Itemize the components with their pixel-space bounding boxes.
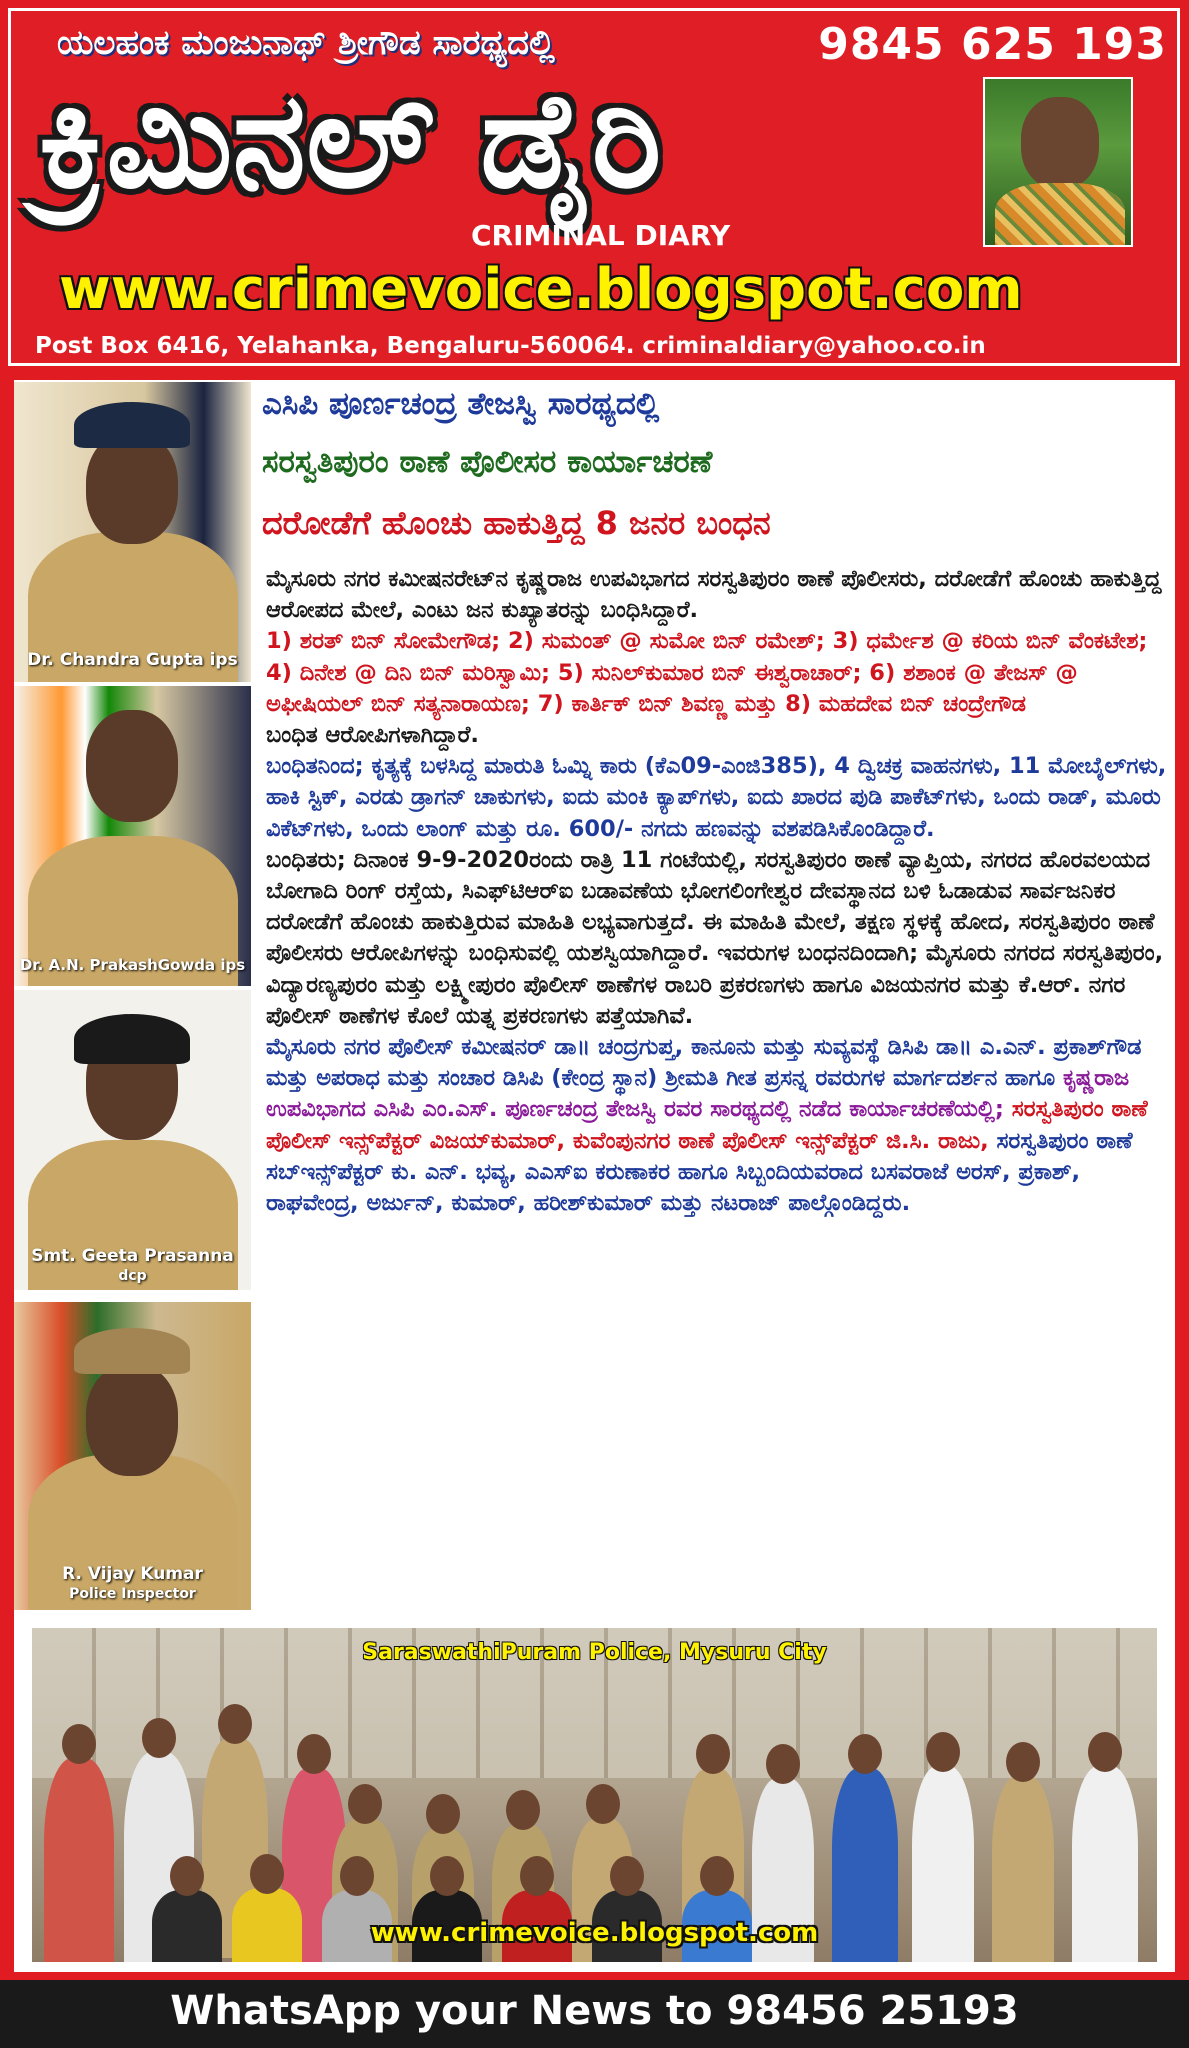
headline-1: ಎಸಿಪಿ ಪೂರ್ಣಚಂದ್ರ ತೇಜಸ್ವಿ ಸಾರಥ್ಯದಲ್ಲಿ <box>262 386 660 422</box>
masthead-title: ಕ್ರಿಮಿನಲ್ ಡೈರಿ <box>39 64 662 218</box>
tagline: ಯಲಹಂಕ ಮಂಜುನಾಥ್ ಶ್ರೀಗೌಡ ಸಾರಥ್ಯದಲ್ಲಿ <box>57 23 555 63</box>
officer-photo-4 <box>14 1302 251 1610</box>
officer-name: Smt. Geeta Prasanna <box>31 1246 234 1266</box>
article-details: ಬಂಧಿತರು; ದಿನಾಂಕ 9-9-2020ರಂದು ರಾತ್ರಿ 11 ಗಂಟೆಯಲ್ಲಿ, ಸರಸ್ವತಿಪುರಂ ಠಾಣೆ ವ್ಯಾಪ್ತಿಯ, ನಗರದ ಹೊರವಲಯದ ಬೋಗಾದಿ ರಿಂಗ್ ರಸ್ತೆಯ, ಸಿಎಫ್‌ಟಿಆರ್‌ಐ ಬಡಾವಣೆಯ ಭೋಗಲಿಂಗೇಶ್ವರ ದೇವಸ್ಥಾನದ ಬಳಿ ಓಡಾಡುವ ಸಾರ್ವಜನಿಕರ ದರೋಡೆಗೆ ಹೊಂಚು ಹಾಕುತ್ತಿರುವ ಮಾಹಿತಿ ಲಭ್ಯವಾಗುತ್ತದೆ. ಈ ಮಾಹಿತಿ ಮೇಲೆ, ತಕ್ಷಣ ಸ್ಥಳಕ್ಕೆ ಹೋದ, ಸರಸ್ವತಿಪುರಂ ಠಾಣೆ ಪೊಲೀಸರು ಆರೋಪಿಗಳನ್ನು ಬಂಧಿಸುವಲ್ಲಿ ಯಶಸ್ವಿಯಾಗಿದ್ದಾರೆ. ಇವರುಗಳ ಬಂಧನದಿಂದಾಗಿ; ಮೈಸೂರು ನಗರದ ಸರಸ್ವತಿಪುರಂ, ವಿದ್ಯಾರಣ್ಯಪುರಂ ಮತ್ತು ಲಕ್ಷ್ಮೀಪುರಂ ಪೊಲೀಸ್ ಠಾಣೆಗಳ ರಾಬರಿ ಪ್ರಕರಣಗಳು ಹಾಗೂ ವಿಜಯನಗರ ಮತ್ತು ಕೆ.ಆರ್. ನಗರ ಪೊಲೀಸ್ ಠಾಣೆಗಳ ಕೊಲೆ ಯತ್ನ ಪ್ರಕರಣಗಳು ಪತ್ತೆಯಾಗಿವೆ. <box>266 846 1164 1029</box>
officer-photo-3 <box>14 990 251 1290</box>
article-body <box>266 564 1171 1219</box>
masthead-address: Post Box 6416, Yelahanka, Bengaluru-560064. criminaldiary@yahoo.co.in <box>35 333 986 359</box>
editor-photo <box>983 77 1133 247</box>
group-photo <box>32 1628 1157 1962</box>
masthead-phone: 9845 625 193 <box>818 19 1167 70</box>
credits-red: ಸರಸ್ವತಿಪುರಂ ಠಾಣೆ ಪೊಲೀಸ್ ಇನ್ಸ್‌ಪೆಕ್ಟರ್ ವಿಜಯ್‌ಕುಮಾರ್, ಕುವೆಂಪುನಗರ ಠಾಣೆ ಪೊಲೀಸ್ ಇನ್ಸ್‌ಪೆಕ್ಟರ್ ಜಿ.ಸಿ. ರಾಜು, <box>266 1096 1148 1154</box>
footer-whatsapp-text: WhatsApp your News to 98456 25193 <box>170 1988 1019 2034</box>
article-credits <box>266 1032 1171 1219</box>
headline-2: ಸರಸ್ವತಿಪುರಂ ಠಾಣೆ ಪೊಲೀಸರ ಕಾರ್ಯಾಚರಣೆ <box>262 444 713 480</box>
headline-3: ದರೋಡೆಗೆ ಹೊಂಚು ಹಾಕುತ್ತಿದ್ದ 8 ಜನರ ಬಂಧನ <box>262 504 771 542</box>
article-panel <box>14 380 1175 1972</box>
masthead <box>8 8 1180 366</box>
article-seized: ಬಂಧಿತನಿಂದ; ಕೃತ್ಯಕ್ಕೆ ಬಳಸಿದ್ದ ಮಾರುತಿ ಓಮ್ನಿ ಕಾರು (ಕೆಎ09-ಎಂಜಿ385), 4 ದ್ವಿಚಕ್ರ ವಾಹನಗಳು, 11 ಮೋಬೈಲ್‌ಗಳು, ಹಾಕಿ ಸ್ಟಿಕ್, ಎರಡು ಡ್ರಾಗನ್ ಚಾಕುಗಳು, ಐದು ಮಂಕಿ ಕ್ಯಾಪ್‌ಗಳು, ಐದು ಖಾರದ ಪುಡಿ ಪಾಕೆಟ್‌ಗಳು, ಒಂದು ರಾಡ್, ಮೂರು ವಿಕೆಟ್‌ಗಳು, ಒಂದು ಲಾಂಗ್ ಮತ್ತು ರೂ. 600/- ನಗದು ಹಣವನ್ನು ವಶಪಡಿಸಿಕೊಂಡಿದ್ದಾರೆ. <box>266 753 1167 842</box>
credits-end: ಸರಸ್ವತಿಪುರಂ ಠಾಣೆ ಸಬ್‌ಇನ್ಸ್‌ಪೆಕ್ಟರ್ ಕು. ಎನ್. ಭವ್ಯ, ಎಎಸ್‌ಐ ಕರುಣಾಕರ ಹಾಗೂ ಸಿಬ್ಬಂದಿಯವರಾದ ಬಸವರಾಜೆ ಅರಸ್, ಪ್ರಕಾಶ್, ರಾಘವೇಂದ್ರ, ಅರ್ಜುನ್, ಕುಮಾರ್, ಹರೀಶ್‌ಕುಮಾರ್ ಮತ್ತು ನಟರಾಜ್ ಪಾಲ್ಗೊಂಡಿದ್ದರು. <box>266 1127 1133 1217</box>
footer-banner <box>0 1980 1189 2048</box>
article-accused-list <box>266 626 1171 720</box>
officer-name: Dr. A.N. PrakashGowda ips <box>19 956 246 974</box>
article-accused-end: ಬಂಧಿತ ಆರೋಪಿಗಳಾಗಿದ್ದಾರೆ. <box>266 722 479 749</box>
officer-photo-2 <box>14 686 251 986</box>
group-photo-caption: SaraswathiPuram Police, Mysuru City <box>362 1640 827 1665</box>
masthead-website[interactable]: www.crimevoice.blogspot.com <box>59 257 1023 322</box>
officer-rank: Police Inspector <box>69 1586 196 1602</box>
officer-name: R. Vijay Kumar <box>62 1564 203 1584</box>
officer-rank: dcp <box>118 1268 147 1284</box>
credits-purple: ಕೃಷ್ಣರಾಜ ಉಪವಿಭಾಗದ ಎಸಿಪಿ ಎಂ.ಎಸ್. ಪೂರ್ಣಚಂದ್ರ ತೇಜಸ್ವಿ ರವರ ಸಾರಥ್ಯದಲ್ಲಿ ನಡೆದ ಕಾರ್ಯಾಚರಣೆಯಲ್ಲಿ; <box>266 1065 1130 1123</box>
credits-blue: ಮೈಸೂರು ನಗರ ಪೊಲೀಸ್ ಕಮೀಷನರ್ ಡಾ॥ ಚಂದ್ರಗುಪ್ತ, ಕಾನೂನು ಮತ್ತು ಸುವ್ಯವಸ್ಥೆ ಡಿಸಿಪಿ ಡಾ॥ ಎ.ಎನ್. ಪ್ರಕಾಶ್‌ಗೌಡ ಮತ್ತು ಅಪರಾಧ ಮತ್ತು ಸಂಚಾರ ಡಿಸಿಪಿ (ಕೇಂದ್ರ ಸ್ಥಾನ) ಶ್ರೀಮತಿ ಗೀತ ಪ್ರಸನ್ನ ರವರುಗಳ ಮಾರ್ಗದರ್ಶನ ಹಾಗೂ <box>266 1034 1142 1092</box>
masthead-subtitle: CRIMINAL DIARY <box>471 219 731 252</box>
article-intro: ಮೈಸೂರು ನಗರ ಕಮೀಷನರೇಟ್‌ನ ಕೃಷ್ಣರಾಜ ಉಪವಿಭಾಗದ ಸರಸ್ವತಿಪುರಂ ಠಾಣೆ ಪೊಲೀಸರು, ದರೋಡೆಗೆ ಹೊಂಚು ಹಾಕುತ್ತಿದ್ದ ಆರೋಪದ ಮೇಲೆ, ಎಂಟು ಜನ ಕುಖ್ಯಾತರನ್ನು ಬಂಧಿಸಿದ್ದಾರೆ. <box>266 566 1162 624</box>
officer-photo-1 <box>14 382 251 682</box>
accused-list: 1) ಶರತ್ ಬಿನ್ ಸೋಮೇಗೌಡ; 2) ಸುಮಂತ್ @ ಸುಮೋ ಬಿನ್ ರಮೇಶ್; 3) ಧರ್ಮೇಶ @ ಕರಿಯ ಬಿನ್ ವೆಂಕಟೇಶ; 4) ದಿನೇಶ @ ದಿನಿ ಬಿನ್ ಮರಿಸ್ವಾಮಿ; 5) ಸುನಿಲ್‌ಕುಮಾರ ಬಿನ್ ಈಶ್ವರಾಚಾರ್; 6) ಶಶಾಂಕ @ ತೇಜಸ್ @ ಅಫೀಷಿಯಲ್ ಬಿನ್ ಸತ್ಯನಾರಾಯಣ; 7) ಕಾರ್ತಿಕ್ ಬಿನ್ ಶಿವಣ್ಣ ಮತ್ತು 8) ಮಹದೇವ ಬಿನ್ ಚಂದ್ರೇಗೌಡ <box>266 628 1148 717</box>
officer-name: Dr. Chandra Gupta ips <box>27 650 238 670</box>
group-photo-website[interactable]: www.crimevoice.blogspot.com <box>370 1918 819 1948</box>
